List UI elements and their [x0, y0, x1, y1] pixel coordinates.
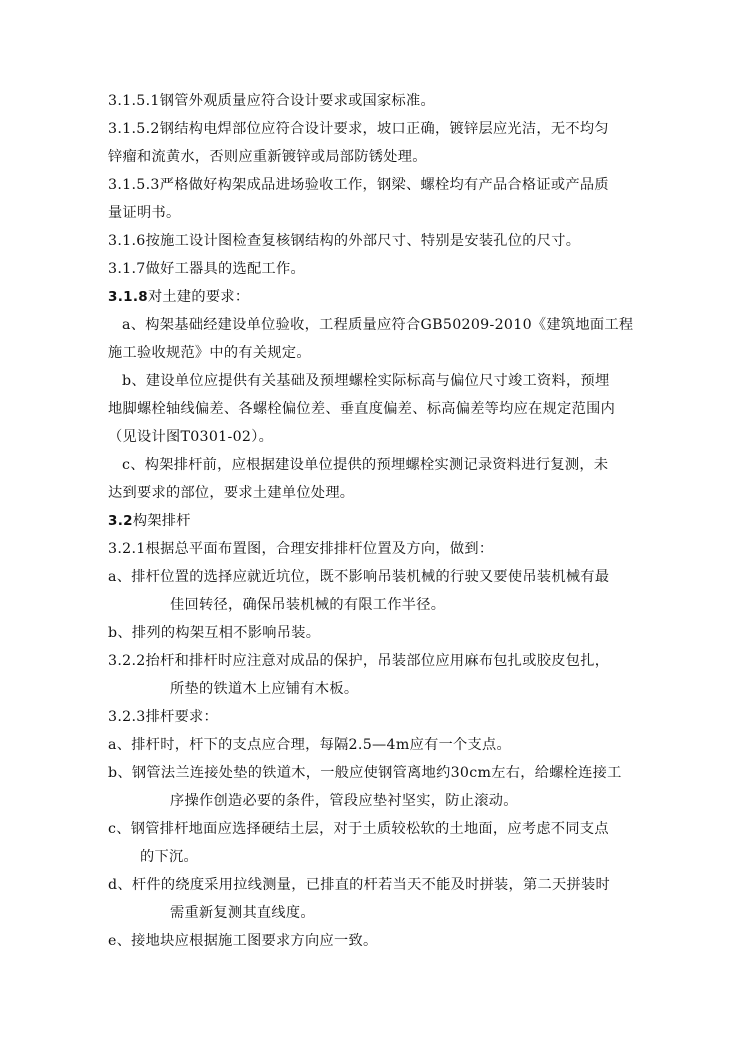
text-line: 量证明书。	[108, 205, 181, 221]
text-line: 佳回转径，确保吊装机械的有限工作半径。	[170, 597, 446, 613]
text-line: b、排列的构架互相不影响吊装。	[108, 625, 321, 641]
text-line: a、构架基础经建设单位验收，工程质量应符合GB50209-2010《建筑地面工程	[122, 317, 634, 333]
text-line: 3.2.1根据总平面布置图，合理安排排杆位置及方向，做到：	[108, 541, 494, 557]
text-line: 3.2.2抬杆和排杆时应注意对成品的保护，吊装部位应用麻布包扎或胶皮包扎，	[108, 653, 610, 669]
heading-number: 3.1.8	[108, 289, 148, 305]
text-line: d、杆件的绕度采用拉线测量，已排直的杆若当天不能及时拼装，第二天拼装时	[108, 877, 610, 893]
text-line: c、构架排杆前，应根据建设单位提供的预埋螺栓实测记录资料进行复测，未	[122, 457, 609, 473]
text-line: 需重新复测其直线度。	[170, 905, 315, 921]
text-line: b、建设单位应提供有关基础及预埋螺栓实际标高与偏位尺寸竣工资料，预埋	[122, 373, 610, 389]
text-line: a、排杆位置的选择应就近坑位，既不影响吊装机械的行驶又要使吊装机械有最	[108, 569, 610, 585]
text-line: a、排杆时，杆下的支点应合理，每隔2.5—4m应有一个支点。	[108, 737, 512, 753]
text-line: 3.1.5.1钢管外观质量应符合设计要求或国家标准。	[108, 93, 435, 109]
text-line: 所垫的铁道木上应铺有木板。	[170, 681, 359, 697]
text-line: 地脚螺栓轴线偏差、各螺栓偏位差、垂直度偏差、标高偏差等均应在规定范围内	[108, 401, 616, 417]
text-line: 3.2.3排杆要求：	[108, 709, 219, 725]
text-line: 达到要求的部位，要求土建单位处理。	[108, 485, 355, 501]
text-line: c、钢管排杆地面应选择硬结土层，对于土质较松软的土地面，应考虑不同支点	[108, 821, 609, 837]
section-heading-3-1-8	[108, 287, 249, 307]
section-heading-3-2	[108, 511, 191, 531]
text-line: 3.1.5.2钢结构电焊部位应符合设计要求，坡口正确，镀锌层应光洁，无不均匀	[108, 121, 609, 137]
text-line: 施工验收规范》中的有关规定。	[108, 345, 311, 361]
text-line: 3.1.6按施工设计图检查复核钢结构的外部尺寸、特别是安装孔位的尺寸。	[108, 233, 581, 249]
text-line: 3.1.7做好工器具的选配工作。	[108, 261, 305, 277]
text-line: 3.1.5.3严格做好构架成品进场验收工作，钢梁、螺栓均有产品合格证或产品质	[108, 177, 609, 193]
heading-text: 构架排杆	[132, 513, 191, 529]
text-line: 锌瘤和流黄水，否则应重新镀锌或局部防锈处理。	[108, 149, 427, 165]
heading-text: 对土建的要求：	[147, 289, 250, 305]
text-line: 序操作创造必要的条件，管段应垫衬坚实，防止滚动。	[170, 793, 518, 809]
heading-number: 3.2	[108, 513, 133, 529]
text-line: e、接地块应根据施工图要求方向应一致。	[108, 933, 378, 949]
text-line: 的下沉。	[140, 849, 198, 865]
text-line: b、钢管法兰连接处垫的铁道木，一般应使钢管离地约30cm左右，给螺栓连接工	[108, 765, 622, 781]
text-line: （见设计图T0301-02）。	[108, 429, 274, 445]
